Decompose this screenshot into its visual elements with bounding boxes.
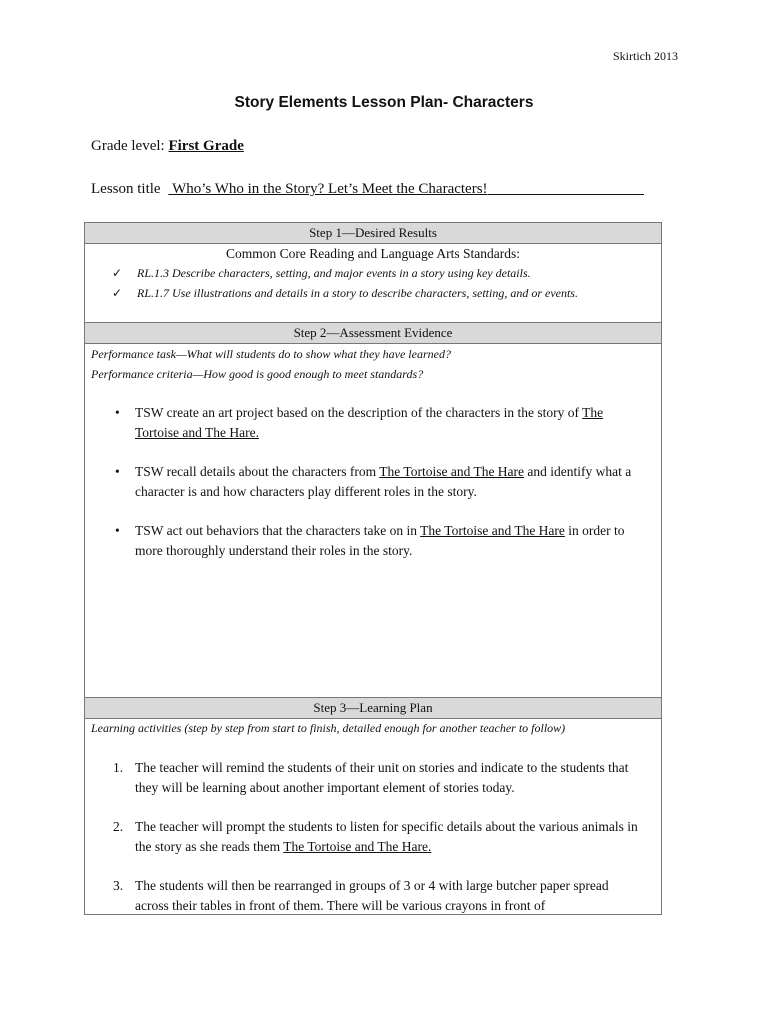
step-number: 2. xyxy=(113,819,124,834)
learning-activities-prompt: Learning activities (step by step from start to finish, detailed enough for another teacher to follow) xyxy=(91,721,566,735)
lesson-title xyxy=(91,180,644,198)
checkmark-icon: ✓ xyxy=(112,266,123,280)
assessment-item: • TSW recall details about the characters from The Tortoise and The Hare and identify what a character is and how characters play different roles in the story. xyxy=(115,464,632,499)
assessment-item: • TSW act out behaviors that the characters take on in The Tortoise and The Hare in order to more thoroughly understand their roles in the story. xyxy=(115,523,625,558)
step1-heading: Step 1—Desired Results xyxy=(85,223,661,244)
grade-level-value: First Grade xyxy=(168,138,244,154)
header-author-year: Skirtich 2013 xyxy=(613,49,678,63)
bullet-icon: • xyxy=(115,405,120,420)
assessment-item: • TSW create an art project based on the description of the characters in the story of The Tortoise and The Hare. xyxy=(115,405,604,440)
learning-step: 1. The teacher will remind the students of their unit on stories and indicate to the students that they will be learning about another important element of stories today. xyxy=(113,760,629,795)
bullet-icon: • xyxy=(115,523,120,538)
standard-item: ✓ RL.1.3 Describe characters, setting, and major events in a story using key details. xyxy=(112,266,531,280)
performance-criteria-prompt: Performance criteria—How good is good enough to meet standards? xyxy=(91,367,424,381)
step3-heading: Step 3—Learning Plan xyxy=(85,697,661,719)
step2-heading: Step 2—Assessment Evidence xyxy=(85,322,661,344)
bullet-icon: • xyxy=(115,464,120,479)
standard-item: ✓ RL.1.7 Use illustrations and details in a story to describe characters, setting, and or events. xyxy=(112,286,578,300)
learning-step: 3. The students will then be rearranged in groups of 3 or 4 with large butcher paper spread across their tables in front of them. There will be various crayons in front of xyxy=(113,878,609,913)
lesson-title-label: Lesson title xyxy=(91,181,161,197)
standards-title: Common Core Reading and Language Arts Standards: xyxy=(226,246,520,261)
page-title: Story Elements Lesson Plan- Characters xyxy=(234,94,534,111)
lesson-title-value: Who’s Who in the Story? Let’s Meet the Characters! xyxy=(172,181,488,197)
checkmark-icon: ✓ xyxy=(112,286,123,300)
lesson-plan-table xyxy=(84,222,662,915)
step-number: 3. xyxy=(113,878,124,893)
grade-level xyxy=(91,138,244,155)
lesson-title-blank-line xyxy=(488,180,644,195)
performance-task-prompt: Performance task—What will students do to show what they have learned? xyxy=(91,347,451,361)
grade-level-label: Grade level: xyxy=(91,138,165,154)
learning-step: 2. The teacher will prompt the students to listen for specific details about the various animals in the story as she reads them The Tortoise and The Hare. xyxy=(113,819,638,854)
step-number: 1. xyxy=(113,760,124,775)
